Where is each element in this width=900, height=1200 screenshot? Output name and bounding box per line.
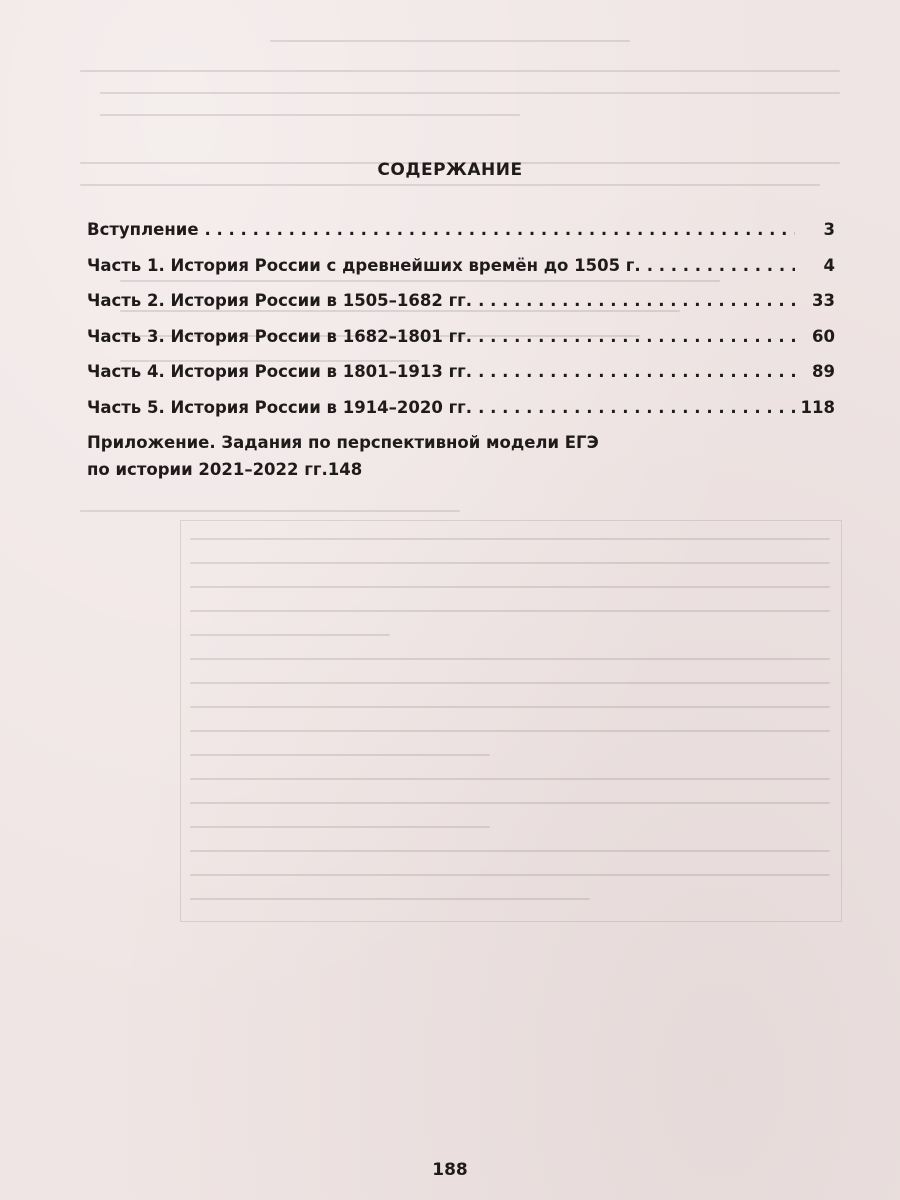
leader-dots (478, 360, 795, 384)
contents-title: СОДЕРЖАНИЕ (377, 160, 523, 180)
toc-entry-label: Часть 3. История России в 1682–1801 гг. (87, 326, 473, 346)
leader-dots (478, 289, 795, 313)
toc-entry-page: 118 (800, 397, 835, 417)
toc-entry-page: 4 (823, 255, 835, 275)
toc-entry-part-1[interactable] (87, 254, 835, 290)
toc-entry-label: Вступление (87, 220, 199, 239)
toc-entry-page: 60 (812, 326, 835, 346)
toc-entry-part-5[interactable] (87, 396, 835, 432)
toc-entry-line-2 (87, 458, 835, 482)
toc-entry-label-line-2: по истории 2021–2022 гг. (87, 460, 328, 479)
leader-dots (205, 218, 795, 242)
toc-entry-page: 89 (812, 362, 835, 381)
toc-entry-page: 148 (327, 460, 363, 479)
toc-entry-part-2[interactable] (87, 289, 835, 325)
toc-entry-label: Часть 2. История России в 1505–1682 гг. (87, 291, 473, 310)
table-of-contents (87, 218, 835, 482)
toc-entry-label: Часть 5. История России в 1914–2020 гг. (87, 397, 473, 417)
leader-dots (478, 325, 795, 349)
leader-dots (647, 254, 795, 278)
toc-entry-label: Часть 4. История России в 1801–1913 гг. (87, 362, 473, 381)
toc-entry-part-4[interactable] (87, 360, 835, 396)
toc-entry-introduction[interactable] (87, 218, 835, 254)
toc-entry-part-3[interactable] (87, 325, 835, 361)
toc-entry-label: Часть 1. История России с древнейших времён до 1505 г. (87, 255, 641, 275)
toc-entry-appendix[interactable] (87, 431, 835, 482)
leader-dots (478, 396, 794, 420)
toc-entry-page: 33 (812, 291, 835, 310)
toc-entry-label-line-1: Приложение. Задания по перспективной модели ЕГЭ (87, 433, 599, 452)
page-number: 188 (432, 1160, 468, 1180)
toc-entry-page: 3 (823, 220, 835, 239)
